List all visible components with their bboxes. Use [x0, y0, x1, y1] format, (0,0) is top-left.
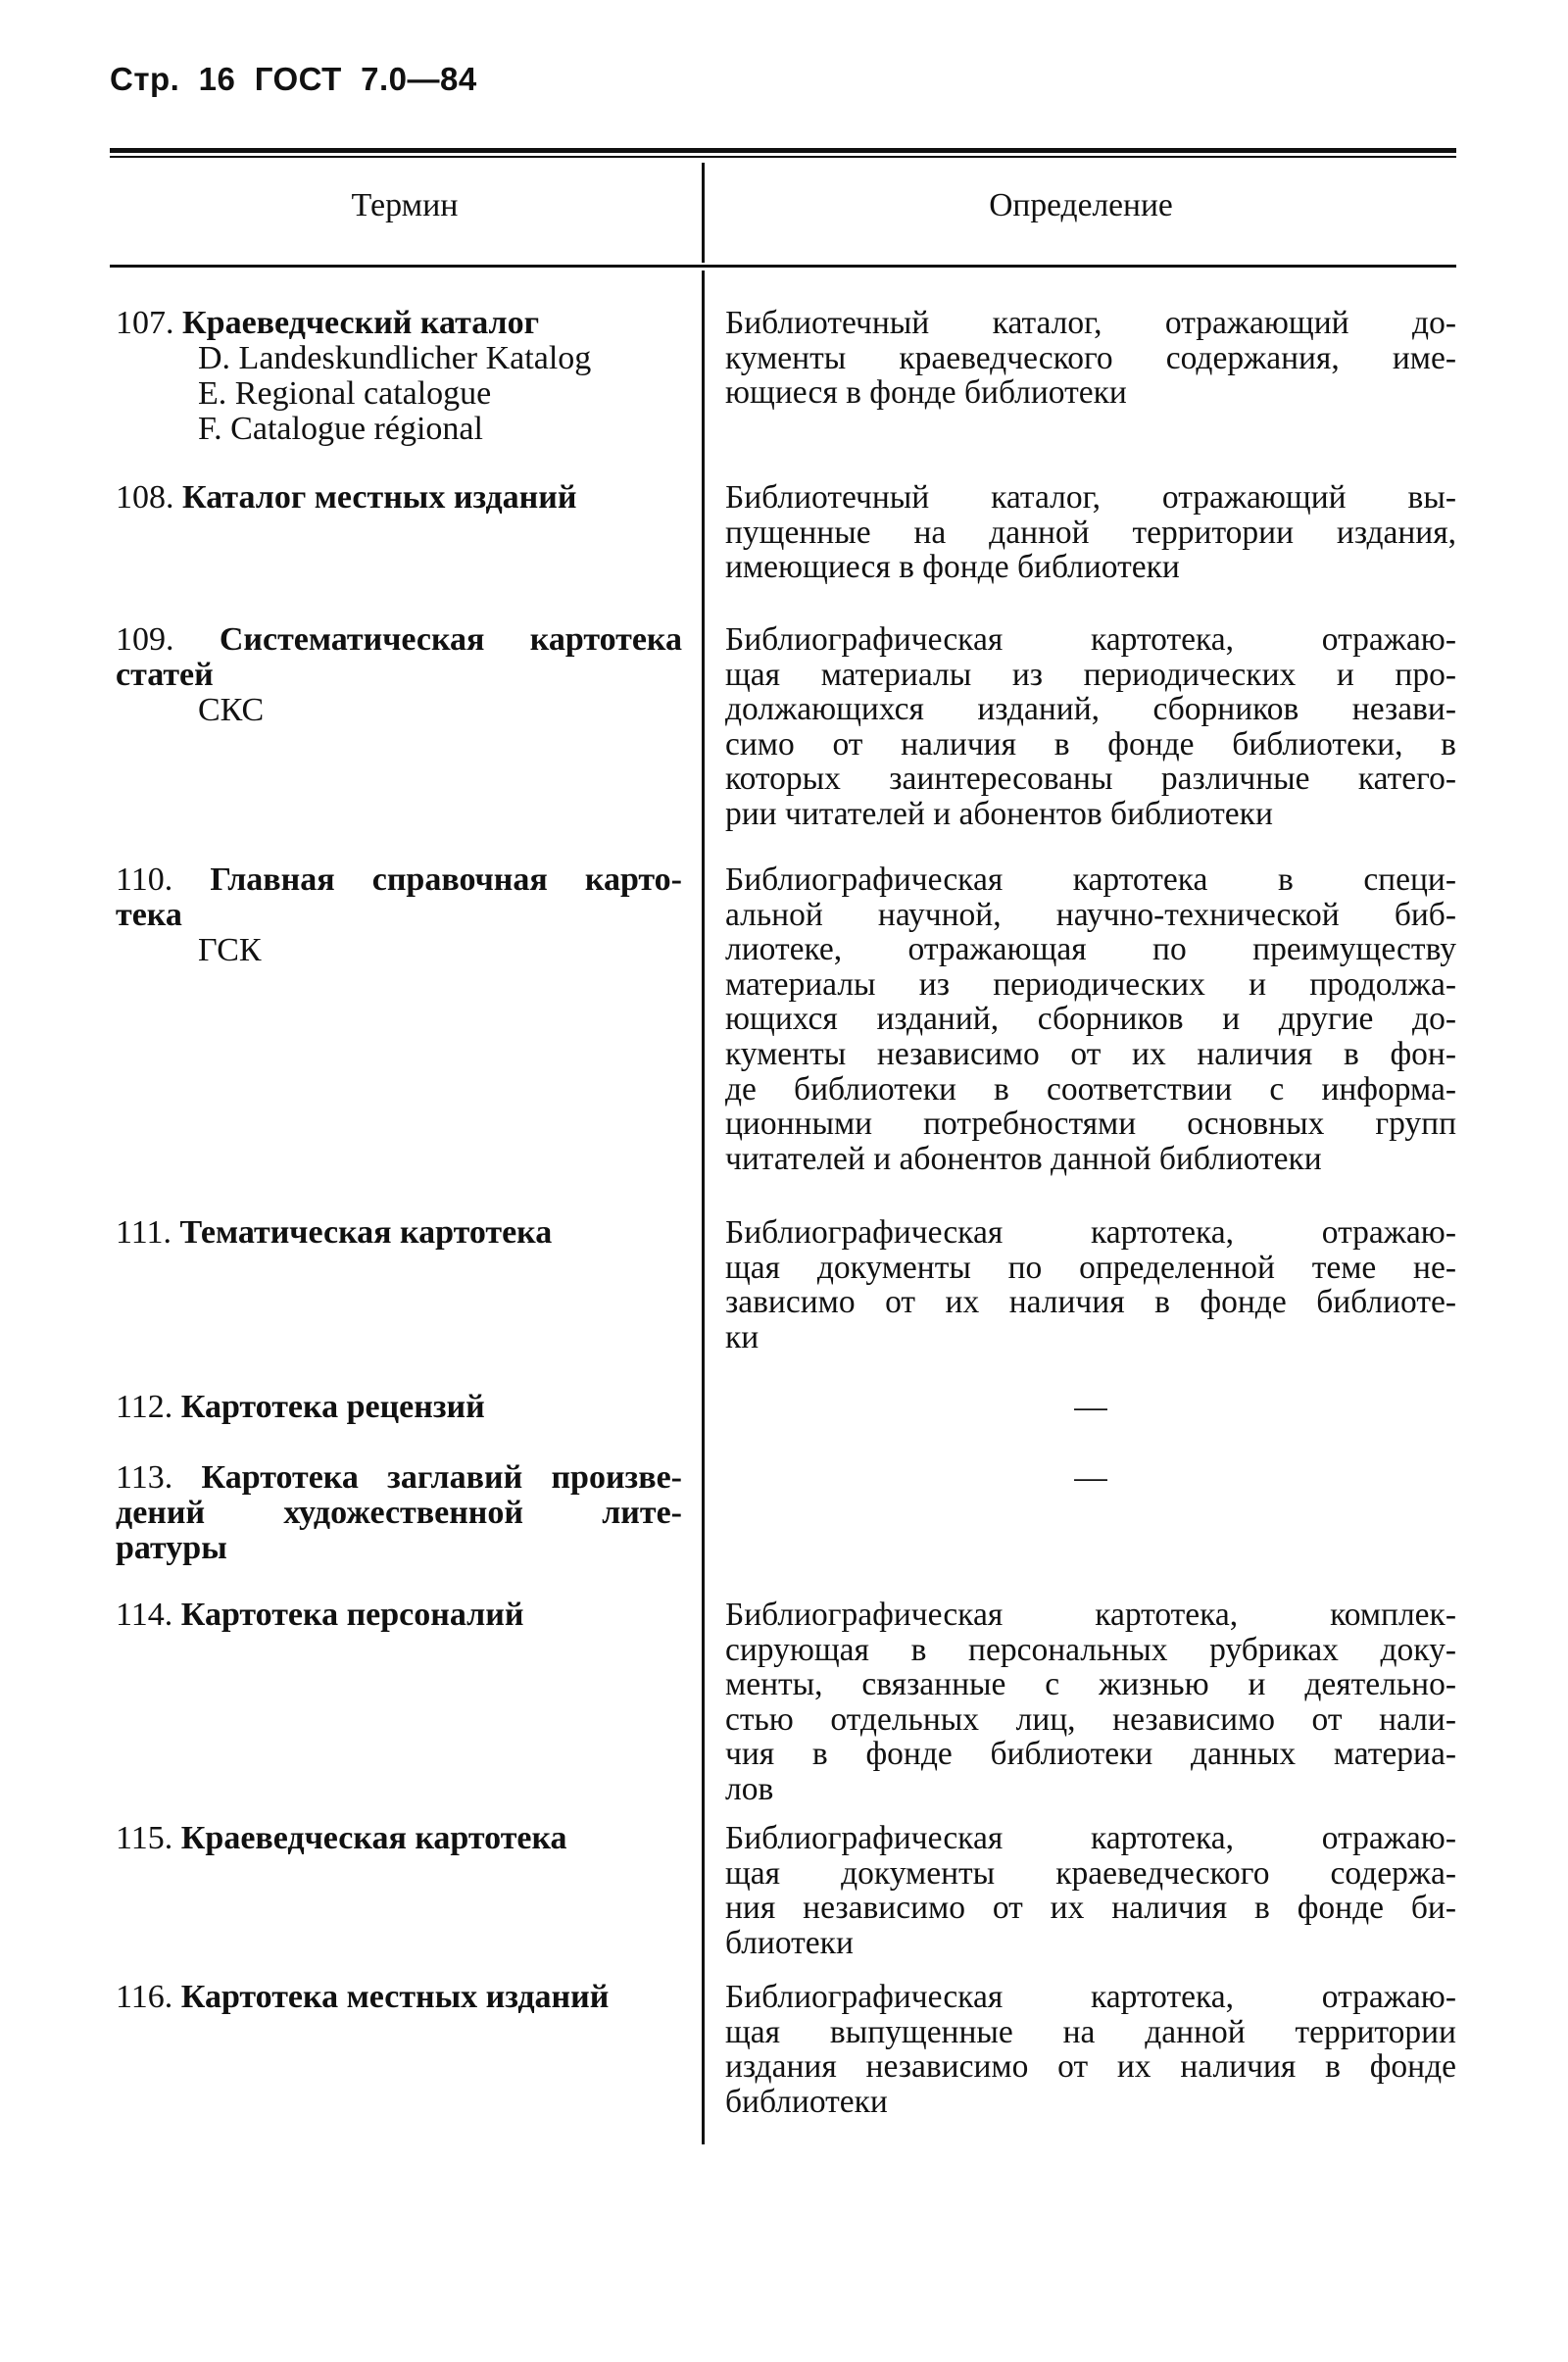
term-cell [116, 306, 682, 447]
definition-line: Библиографическая картотека, отражаю- [725, 1820, 1456, 1856]
term-abbreviation: СКС [198, 692, 265, 728]
term-number: 112. [116, 1389, 173, 1425]
definition-line: пущенные на данной территории издания, [725, 514, 1456, 551]
definition-line: менты, связанные с жизнью и деятельно- [725, 1666, 1456, 1703]
term-title: Картотека местных изданий [180, 1979, 610, 2015]
term-title: Краеведческий каталог [182, 305, 540, 341]
term-number: 109. [116, 621, 174, 658]
header-bottom-rule [110, 265, 1456, 268]
term-cell [116, 622, 682, 728]
term-title-line [116, 1598, 682, 1633]
top-rule-thin [110, 156, 1456, 158]
term-title: дений художественной лите- [116, 1495, 682, 1531]
term-translation: E. Regional catalogue [198, 375, 492, 412]
term-number: 108. [116, 479, 174, 516]
definition-line: рии читателей и абонентов библиотеки [725, 795, 1273, 832]
term-abbreviation: ГСК [198, 932, 262, 968]
term-title: ратуры [116, 1530, 227, 1566]
term-number: 114. [116, 1597, 173, 1633]
definition-cell [725, 622, 1456, 832]
definition-line: должающихся изданий, сборников незави- [725, 691, 1456, 728]
term-cell [116, 1390, 682, 1425]
definition-line: ющиеся в фонде библиотеки [725, 374, 1127, 412]
term-title-continuation [116, 658, 682, 693]
term-title-line [116, 480, 682, 516]
definition-line: чия в фонде библиотеки данных материа- [725, 1736, 1456, 1773]
definition-line: библиотеки [725, 2083, 888, 2120]
definition-line: ционными потребностями основных групп [725, 1106, 1456, 1143]
term-number: 110. [116, 861, 173, 898]
definition-line: лиотеке, отражающая по преимуществу [725, 931, 1456, 968]
term-title: Картотека персоналий [180, 1597, 524, 1633]
definition-line: Библиографическая картотека, комплек- [725, 1597, 1456, 1633]
term-cell [116, 862, 682, 968]
definition-cell [725, 480, 1456, 585]
term-title-line [116, 622, 682, 658]
no-definition-dash: — [1074, 1389, 1107, 1425]
definition-line: щая материалы из периодических и про- [725, 656, 1456, 693]
definition-line: де библиотеки в соответствии с информа- [725, 1070, 1456, 1107]
column-divider-header [702, 163, 705, 263]
term-number: 107. [116, 305, 174, 341]
definition-line: читателей и абонентов данной библиотеки [725, 1140, 1322, 1177]
term-translation: D. Landeskundlicher Katalog [198, 340, 592, 376]
definition-line: блиотеки [725, 1924, 854, 1961]
definition-line: ки [725, 1318, 760, 1355]
term-title: Систематическая картотека [219, 621, 682, 658]
term-title: статей [116, 657, 214, 693]
definition-cell [725, 1598, 1456, 1807]
term-title: Картотека рецензий [180, 1389, 485, 1425]
definition-line: сирующая в персональных рубриках доку- [725, 1631, 1456, 1668]
definition-line: Библиотечный каталог, отражающий вы- [725, 479, 1456, 516]
term-title: Тематическая картотека [179, 1214, 553, 1251]
term-title-continuation [116, 898, 682, 933]
definition-line: зависимо от их наличия в фонде библиоте- [725, 1284, 1456, 1321]
definition-cell [725, 1390, 1456, 1425]
definition-line: имеющиеся в фонде библиотеки [725, 549, 1180, 586]
term-cell [116, 1598, 682, 1633]
column-header-term: Термин [351, 187, 459, 223]
term-number: 113. [116, 1459, 173, 1496]
term-title-line [116, 1460, 682, 1496]
definition-line: Библиографическая картотека, отражаю- [725, 1214, 1456, 1251]
term-title: Каталог местных изданий [182, 479, 577, 516]
term-number: 116. [116, 1979, 173, 2015]
term-number: 115. [116, 1820, 173, 1856]
definition-line: симо от наличия в фонде библиотеки, в [725, 725, 1456, 763]
definition-line: издания независимо от их наличия в фонде [725, 2048, 1456, 2086]
definition-line: лов [725, 1770, 774, 1807]
term-translation: F. Catalogue régional [198, 411, 483, 447]
term-title: тека [116, 897, 182, 933]
top-rule-thick [110, 148, 1456, 153]
definition-line: альной научной, научно-технической биб- [725, 896, 1456, 933]
term-number: 111. [116, 1214, 172, 1251]
definition-cell [725, 1215, 1456, 1354]
term-title-line [116, 1390, 682, 1425]
term-title-line [116, 862, 682, 898]
definition-line: которых заинтересованы различные катего- [725, 761, 1456, 798]
term-cell [116, 1215, 682, 1251]
page-header: Стр. 16 ГОСТ 7.0—84 [110, 61, 477, 97]
no-definition-dash: — [1074, 1459, 1107, 1496]
definition-line: Библиографическая картотека в специ- [725, 861, 1456, 898]
term-title: Картотека заглавий произве- [201, 1459, 682, 1496]
term-title: Краеведческая картотека [180, 1820, 567, 1856]
definition-line: Библиографическая картотека, отражаю- [725, 621, 1456, 658]
term-title-line [116, 306, 682, 341]
definition-line: материалы из периодических и продолжа- [725, 965, 1456, 1003]
term-cell [116, 1821, 682, 1856]
definition-line: ющихся изданий, сборников и другие до- [725, 1001, 1456, 1038]
definition-cell [725, 1980, 1456, 2119]
term-title-line [116, 1821, 682, 1856]
term-title: Главная справочная карто- [210, 861, 682, 898]
definition-cell [725, 1460, 1456, 1496]
definition-line: ния независимо от их наличия в фонде би- [725, 1890, 1456, 1927]
definition-cell [725, 1821, 1456, 1960]
term-cell [116, 1460, 682, 1566]
definition-line: Библиографическая картотека, отражаю- [725, 1979, 1456, 2015]
definition-cell [725, 306, 1456, 411]
term-title-line [116, 1215, 682, 1251]
definition-line: кументы независимо от их наличия в фон- [725, 1035, 1456, 1072]
term-cell [116, 480, 682, 516]
definition-cell [725, 862, 1456, 1176]
column-divider-body [702, 271, 705, 2144]
definition-line: Библиотечный каталог, отражающий до- [725, 305, 1456, 341]
definition-line: щая документы краеведческого содержа- [725, 1854, 1456, 1892]
definition-line: щая документы по определенной теме не- [725, 1249, 1456, 1286]
definition-line: щая выпущенные на данной территории [725, 2013, 1456, 2050]
term-title-continuation [116, 1496, 682, 1531]
term-title-continuation [116, 1531, 682, 1566]
term-cell [116, 1980, 682, 2015]
column-header-definition: Определение [989, 187, 1173, 223]
definition-line: кументы краеведческого содержания, име- [725, 339, 1456, 376]
term-title-line [116, 1980, 682, 2015]
definition-line: стью отдельных лиц, независимо от нали- [725, 1700, 1456, 1738]
